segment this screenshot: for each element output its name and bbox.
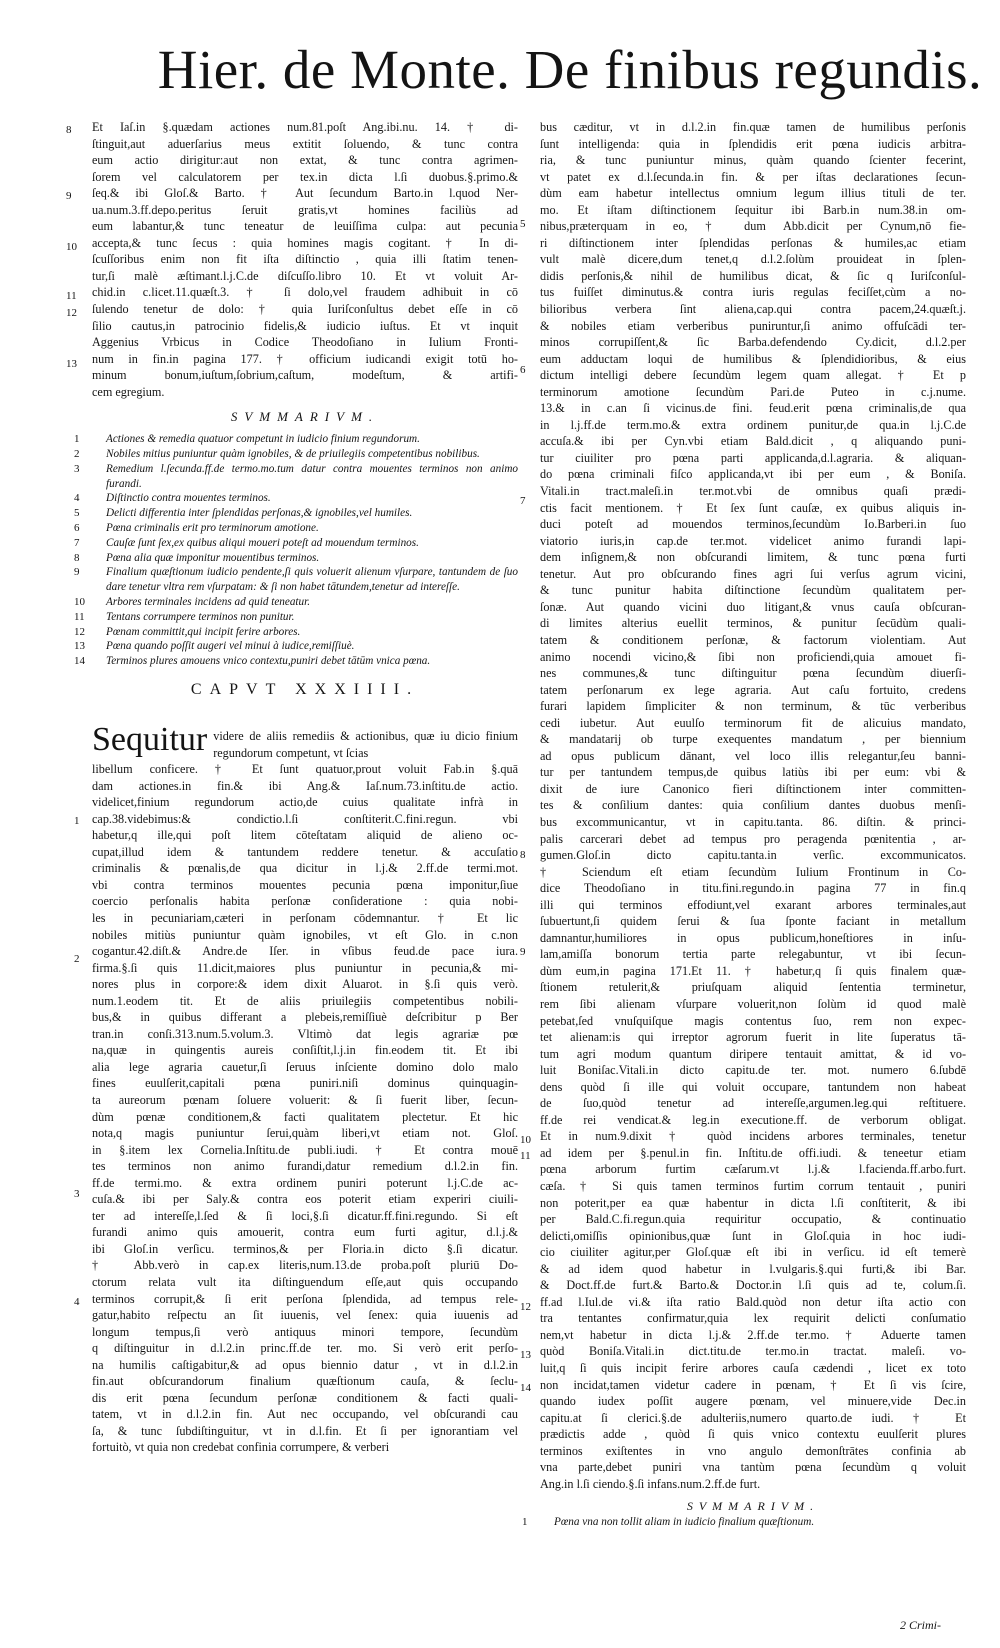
margin-number: 9: [66, 190, 72, 202]
text-line: na,quæ in quingentis aureis conſiſtit,l.j.in fin.eodem tit. Et ibi: [92, 1043, 518, 1058]
text-line: ctis facit mentionem. † Et ſex ſunt cauſæ, ex quibus aliquis in-: [540, 500, 966, 515]
text-line: criminalis & pœnalis,de qua dicitur in l.j.& 2.ff.de termi.mot.: [92, 861, 518, 876]
text-line: lam,amiſſa bonorum tertia parte relegabuntur, vt ibi ſecun-: [540, 947, 966, 962]
summary-number: 4: [74, 492, 80, 505]
text-line: vt patet ex d.l.ſecunda.in fin. & per iſtas declarationes ſecun-: [540, 169, 966, 184]
text-line: petebat,ſed vnuſquiſque magis contentus ſuo, rem non expec-: [540, 1013, 966, 1028]
text-line: pœna arborum furtim cæſarum.vt l.j.& l.facienda.ff.arbo.furt.: [540, 1162, 966, 1177]
text-line: ſilio cautus,in patrocinio fidelis,& iudicio iuſtus. Et vt inquit: [92, 318, 518, 333]
text-line: eum actio dirigitur:aut non extat, & tunc contra agrimen-: [92, 153, 518, 168]
text-line: gatur,habito reſpectu an ſit iuuenis, vel ſenex: quia iuuenis ad: [92, 1308, 518, 1323]
text-line: nem,vt habetur in dicta l.j.& 2.ff.de ter.mo. † Aduerte tamen: [540, 1327, 966, 1342]
summary-text: Finalium quæſtionum iudicio pendente,ſi quis voluerit alienum vſurpare, tantundem de ſuo dare tenetur vltra rem vſurpatam: & ſi non habet tātundem,tenetur ad intereſſe.: [106, 566, 518, 594]
margin-number: 12: [520, 1301, 531, 1313]
text-line: tatem, vt in d.l.2.in fin. Aut nec occupando, vel obſcurandi cau: [92, 1407, 518, 1422]
text-line: cap.38.videbimus:& condictio.l.ſi conſtiterit.C.fini.regun. vbi: [92, 811, 518, 826]
text-line: tenetur. Aut pro obſcurando fines agri ſui verſus agrum vicini,: [540, 566, 966, 581]
summary-number: 13: [74, 640, 85, 653]
dropcap-line: videre de aliis remediis & actionibus, quæ iu dicio finium regundorum competunt, vt ſcias: [213, 728, 518, 760]
left-intro-paragraph: [92, 119, 518, 400]
margin-number: 10: [520, 1134, 531, 1146]
text-line: dis erit pœna ſecundum perſonæ conditionem & facti quali-: [92, 1390, 518, 1405]
text-line: na humilis caſtigabitur,& ad opus biennio datur , vt in d.l.2.in: [92, 1357, 518, 1372]
text-line: in l.j.ff.de term.mo.& extra ordinem punitur,de qua.in l.j.C.de: [540, 417, 966, 432]
text-line: vult malè dicere,dum tenet,q d.l.2.ſolùm prouideat in ſplen-: [540, 252, 966, 267]
summary-text: Remedium l.ſecunda.ff.de termo.mo.tum datur contra mouentes terminos non animo furandi.: [106, 462, 518, 490]
text-line: ri diſtinctionem inter ſplendidas perſonas & humiles,ac etiam: [540, 235, 966, 250]
summary-item: [74, 491, 518, 506]
text-line: de ſuo,quòd tenetur ad intereſſe,argumen.leg.qui reſtituere.: [540, 1096, 966, 1111]
text-line: tatem & conditionem perſonæ, & factorum violentiam. Aut: [540, 632, 966, 647]
text-line: duci poteſt ad mouendos terminos,ſecundùm Io.Barberi.in ſuo: [540, 517, 966, 532]
text-line: dùm pœnæ conditionem,& facti qualitatem plectetur. Et hic: [92, 1109, 518, 1124]
text-line: dixit de iure Canonico fieri diſtinctionem inter committen-: [540, 781, 966, 796]
text-line: 13.& in c.an ſi vicinus.de fini. feud.erit pœna criminalis,de qua: [540, 401, 966, 416]
text-line: ff.de termi.mo. & extra ordinem puniri poterunt l.j.C.de ac-: [92, 1175, 518, 1190]
text-line: terminos corrupit,& ſi erit perſona ſplendida, ad tempus rele-: [92, 1291, 518, 1306]
catchword: 2 Crimi-: [900, 1618, 942, 1632]
text-line: vbi contra terminos mouentes pecunia pœna imponitur,ſiue: [92, 877, 518, 892]
text-line: ſcuſſoribus enim non fit iſta diſtinctio , quia illi ſtatim tenen-: [92, 252, 518, 267]
text-line: & nobiles etiam verberibus puniruntur,ſi animo offuſcādi ter-: [540, 318, 966, 333]
left-column: [74, 119, 518, 1456]
text-line: Aggenius Vrbicus in Codice Theodoſiano in Iulium Fronti-: [92, 335, 518, 350]
margin-number: 6: [520, 364, 526, 376]
text-line: mo. Et iſtam diſtinctionem ſequitur ibi Barb.in num.38.in om-: [540, 202, 966, 217]
right-body-paragraph: [540, 119, 966, 1492]
text-line: nobiles mitiùs puniuntur quàm ignobiles, vt eſt Glo. in c.non: [92, 927, 518, 942]
text-line: didis perſonis,& nihil de humilibus dicat, & ſic q Iuriſconſul-: [540, 268, 966, 283]
summary-item: [74, 610, 518, 625]
text-line: tes terminos non animo furandi,datur remedium d.l.2.in fin.: [92, 1159, 518, 1174]
text-line: luit,q ſi quis incipit ferire arbores cauſa cædendi , licet ex toto: [540, 1361, 966, 1376]
text-line: cem egregium.: [92, 384, 165, 399]
summary-text: Actiones & remedia quatuor competunt in iudicio finium regundorum.: [106, 433, 420, 446]
text-line: in §.item lex Cornelia.Inſtitu.de publi.iudi. † Et contra mouē: [92, 1142, 518, 1157]
text-line: habetur,q ille,qui poſt litem cōteſtatam aliquid de alieno oc-: [92, 828, 518, 843]
text-line: cedi iubetur. Aut euulſo terminorum fit de alicuius mandato,: [540, 715, 966, 730]
text-line: dens quòd ſi ille qui voluit occupare, tantundem non habeat: [540, 1079, 966, 1094]
text-line: ſeq.& ibi Gloſ.& Barto. † Aut ſecundum Barto.in l.quod Ner-: [92, 186, 518, 201]
text-line: les in pecuniariam,cæteri in perſonam cōdemnantur. † Et lic: [92, 910, 518, 925]
text-line: chid.in c.licet.11.quæſt.3. † ſi dolo,vel fraudem adhibuit in cō: [92, 285, 518, 300]
text-line: ſorem vel calculatorem per tex.in dicta l.ſi duobus.§.primo.&: [92, 169, 518, 184]
right-summary-item: [522, 1515, 966, 1530]
text-line: ad idem per §.penul.in fin. Inſtitu.de offi.iudi. & teneetur etiam: [540, 1145, 966, 1160]
text-line: prædictis adde , quòd ſi quis vnico contextu euulſerit plures: [540, 1427, 966, 1442]
summary-item: [74, 654, 518, 669]
summary-item: [74, 625, 518, 640]
text-line: coercio perſonalis habita perſonæ conſideratione : quia nobi-: [92, 894, 518, 909]
text-line: dictum intelligi debere ſecundùm legem quam allegat. † Et p: [540, 368, 966, 383]
summary-number: 9: [74, 566, 80, 579]
left-summary-heading: SVMMARIVM.: [230, 409, 380, 425]
summary-number: 10: [74, 596, 85, 609]
summary-number: 8: [74, 551, 80, 564]
text-line: illi qui terminos effodiunt,vel exarant arbores terminales,aut: [540, 897, 966, 912]
text-line: num in fin.in pagina 177. † officium iudicandi exigit totū ho-: [92, 351, 518, 366]
summary-number: 7: [74, 536, 80, 549]
margin-number: 8: [66, 124, 72, 136]
text-line: ctorum relata vult ita diſtinguendum eſſe,aut quis occupando: [92, 1275, 518, 1289]
margin-number: 12: [66, 307, 77, 319]
margin-number: 11: [520, 1150, 531, 1162]
text-line: firma.§.ſi quis 11.dicit,maiores plus puniuntur in pecunia,& mi-: [92, 960, 518, 975]
summary-item: [74, 432, 518, 447]
text-line: cio ciuiliter agitur,per Gloſ.quæ eſt ibi in verſicu. id eſt temerè: [540, 1245, 966, 1260]
text-line: accuſa.& ibi per Cyn.vbi etiam Bald.dicit , q aliquando puni-: [540, 434, 966, 449]
summary-item: [74, 521, 518, 536]
text-line: ria, & tunc puniuntur minus, quàm quando ſcienter fecerint,: [540, 153, 966, 168]
summary-number: 1: [522, 1515, 528, 1528]
text-line: nores plus in corpore:& idem dixit Aluarot. in §.ſi quis verò.: [92, 977, 518, 992]
text-line: tur,ſi malè æſtimant.l.j.C.de diſcuſſo.libro 10. Et vt voluit Ar-: [92, 268, 518, 283]
text-line: tatem perſonarum ex lege agraria. Aut caſu fortuito, credens: [540, 682, 966, 697]
text-line: Ang.in l.ſi ciendo.§.ſi infans.num.2.ff.de furt.: [540, 1476, 761, 1491]
text-line: libellum conficere. † Et ſunt quatuor,prout voluit Fab.in §.quā: [92, 762, 518, 777]
text-line: ſtionem retulerit,& priuſquam aliquid ſententia terminetur,: [540, 980, 966, 995]
text-line: eum labantur,& tunc teneatur de leuiſſima culpa: aut pecunia: [92, 219, 518, 234]
text-line: tran.in conſi.313.num.5.volum.3. Vltimò dat legis agrariæ pœ: [92, 1026, 518, 1041]
summary-number: 1: [74, 433, 80, 446]
summary-text: Nobiles mitius puniuntur quàm ignobiles, & de priuilegiis competentibus nobilibus.: [106, 448, 480, 461]
summary-number: 6: [74, 522, 80, 535]
text-line: Et Iaſ.in §.quædam actiones num.81.poſt Ang.ibi.nu. 14. † di-: [92, 120, 518, 134]
summary-text: Pœna alia quæ imponitur mouentibus terminos.: [106, 551, 320, 564]
margin-number: 11: [66, 290, 77, 302]
text-line: num.1.eodem tit. Et de aliis priuilegiis competentibus nobili-: [92, 993, 518, 1008]
margin-number: 3: [74, 1188, 80, 1200]
text-line: ſtinguit,aut aduerſarius meus extitit ſoluendo, & tunc contra: [92, 136, 518, 151]
summary-item: [74, 551, 518, 566]
text-line: delicti,omiſſis opinionibus,quæ ſunt in Gloſ.quia in hoc iudi-: [540, 1228, 966, 1243]
text-line: ſonæ. Aut quando vicini duo litigant,& vnus cauſa obſcuran-: [540, 599, 966, 614]
text-line: do pœna criminali fiſco applicanda,vt ibi per eum , & Boniſa.: [540, 467, 966, 482]
text-line: viatorio iuris,in cap.de ter.mot. videlicet animo furandi lapi-: [540, 533, 966, 548]
text-line: tur per tantundem tempus,de quibus latiùs ibi per eum: vbi &: [540, 765, 966, 780]
summary-number: 2: [74, 448, 80, 461]
text-line: cuſa.& ibi per Saly.& contra eos poterit etiam experiri ciuili-: [92, 1192, 518, 1207]
text-line: cæſa. † Si quis tamen terminos furtim corrum tentauit , puniri: [540, 1179, 966, 1193]
text-line: damnantur,humiliores in opus publicum,honeſtiores in inſu-: [540, 930, 966, 945]
text-line: dem inſignem,& non obſcurandi limitem, & tunc pœna furti: [540, 550, 966, 565]
summary-number: 5: [74, 507, 80, 520]
text-line: terminorum amotione ſecundùm Pari.de Puteo in c.j.nume.: [540, 384, 966, 399]
text-line: tet alienam:is qui irreptor agrorum fuerit in lite ſuperatus tā-: [540, 1030, 966, 1045]
text-line: dice Theodoſiano in titu.fini.regundo.in pagina 77 in fin.q: [540, 881, 966, 896]
text-line: ibi Gloſ.in verſicu. terminos,& per Floria.in dicto §.ſi dicatur.: [92, 1241, 518, 1256]
text-line: nes communes,& tunc diſtinguitur pœna ſecundùm diuerſi-: [540, 666, 966, 681]
text-line: † Abb.verò in cap.ex literis,num.13.de proba.poſt pluriū Do-: [92, 1258, 518, 1273]
text-line: ſubuertunt,ſi quidem ſerui & ſua ſponte faciant in metallum: [540, 914, 966, 929]
text-line: Vitali.in tract.maleſi.in ter.mot.vbi de omnibus quaſi prædi-: [540, 484, 966, 499]
summary-text: Tentans corrumpere terminos non punitur.: [106, 610, 295, 623]
margin-number: 9: [520, 946, 526, 958]
margin-number: 1: [74, 815, 80, 827]
text-line: fines euulſerit,capitali pœna puniri.niſi dominus quinquagin-: [92, 1076, 518, 1091]
summary-text: Cauſæ ſunt ſex,ex quibus aliqui moueri poteſt ad mouendum terminos.: [106, 536, 419, 549]
text-line: dùm eam habetur intellectus omnium legum illius tituli de ter.: [540, 186, 966, 201]
text-line: nota,q magis puniuntur ſerui,quàm liberi,vt etiam not. Gloſ.: [92, 1126, 518, 1141]
text-line: gumen.Gloſ.in dicto capitu.tanta.in verſic. excommunicatos.: [540, 848, 966, 863]
summary-number: 3: [74, 462, 80, 475]
chapter-opening: [92, 711, 518, 761]
text-line: dam actiones.in fin.& ibi Ang.& Iaſ.num.73.inſtitu.de actio.: [92, 778, 518, 793]
text-line: ua.num.3.ff.depo.peritus ſeruit gratis,vt homines faciliùs ad: [92, 202, 518, 217]
right-summary-heading: SVMMARIVM.: [686, 1499, 820, 1514]
text-line: vna parte,debet puniri vna tantùm pœna ſecundùm q voluit: [540, 1460, 966, 1475]
text-line: ff.de rei vendicat.& leg.in executione.ff. de verborum obligat.: [540, 1112, 966, 1127]
summary-text: Terminos plures amouens vnico contextu,puniri debet tātūm vnica pœna.: [106, 655, 431, 668]
summary-text: Pœna criminalis erit pro terminorum amotione.: [106, 522, 319, 535]
summary-number: 11: [74, 610, 85, 623]
text-line: per Bald.C.fi.regun.quia requiritur occupatio, & continuatio: [540, 1212, 966, 1227]
text-line: tra tentantes confirmatur,quia lex requirit delicti conſumatio: [540, 1311, 966, 1326]
text-line: alia lege agraria cauetur,ſi ſeruus inſciente domino dolo malo: [92, 1059, 518, 1074]
text-line: terminos exiſtentes in vno angulo demonſtrātes confinia ab: [540, 1443, 966, 1458]
margin-number: 14: [520, 1382, 531, 1394]
summary-item: [74, 506, 518, 521]
margin-number: 13: [66, 358, 77, 370]
margin-number: 8: [520, 849, 526, 861]
text-line: luit Boniſac.Vitali.in dicto capitu.de ter. mot. numero 6.ſubdē: [540, 1063, 966, 1078]
text-line: minos corrupiſſent,& ſic Barba.defendendo Cy.dicit, d.l.2.per: [540, 335, 966, 350]
summary-item: [74, 595, 518, 610]
summary-text: Arbores terminales incidens ad quid teneatur.: [106, 596, 311, 609]
summary-item: [74, 536, 518, 551]
text-line: furandi animo quis amouerit, contra eum furti agitur, d.l.j.&: [92, 1225, 518, 1240]
text-line: ad opus publicum dānant, vel loco illis relegantur,ſeu banni-: [540, 748, 966, 763]
text-line: ter ad intereſſe,l.ſed & ſi loci,§.ſi dicatur.ff.fini.regundo. Si eſt: [92, 1208, 518, 1223]
text-line: bus,& in quibus differant a plebeis,remiſſiuè deſcribitur p Ber: [92, 1010, 518, 1025]
text-line: videlicet,finium regundorum actio,de cuius qualitate infrà in: [92, 795, 518, 810]
text-line: di limites alterius euellit terminos, & punitur ſecūdùm quali-: [540, 616, 966, 631]
text-line: non poterit,per ea quæ habentur in dicta l.ſi conſtiterit, & ibi: [540, 1195, 966, 1210]
summary-item: [74, 462, 518, 492]
page-title: Hier. de Monte. De finibus regundis.: [157, 39, 983, 100]
text-line: fortuitò, vt quia non credebat confinia corrumpere, & verberi: [92, 1440, 390, 1455]
text-line: ta aureorum pœnam ſoluere voluerit: & ſi fuerit liber, ſecun-: [92, 1092, 518, 1107]
text-line: furari lapidem ſimpliciter & non terminum, & tūc verberibus: [540, 699, 966, 714]
text-line: tur ciuiliter pro pœna parti applicanda,d.l.agraria. & aliquan-: [540, 450, 966, 465]
text-line: ſa, & tunc ſubdiſtinguitur, vt in d.l.fin. Et ſi per ignorantiam vel: [92, 1423, 518, 1438]
text-line: ſunt intelligenda: quia in ſplendidis erit pœna iudicis arbitra-: [540, 136, 966, 151]
text-line: & tunc punitur habita diſtinctione ſecundùm qualitatem per-: [540, 583, 966, 598]
summary-number: 14: [74, 655, 85, 668]
summary-text: Pœnam committit,qui incipit ferire arbores.: [106, 625, 301, 638]
chapter-heading: CAPVT XXXIIII.: [190, 681, 420, 699]
text-line: fin.aut obſcurandorum finalium quæſtionum cauſa, & ſeclu-: [92, 1374, 518, 1389]
margin-number: 2: [74, 953, 80, 965]
summary-text: Diſtinctio contra mouentes terminos.: [106, 492, 271, 505]
summary-text: Delicti differentia inter ſplendidas perſonas,& ignobiles,vel humiles.: [106, 507, 413, 520]
text-line: q diſtinguitur in d.l.2.in princ.ff.de ter. mo. Si verò erit perſo-: [92, 1341, 518, 1356]
summary-item: [74, 565, 518, 595]
text-line: quòd Boniſa.Vitali.in dict.titu.de ter.mo.in tractat. maleſi. vo-: [540, 1344, 966, 1359]
left-summary-list: [74, 432, 518, 669]
text-line: non incidat,tamen videtur cadere in pœnam, † Et ſi vis ſcire,: [540, 1377, 966, 1392]
margin-number: 13: [520, 1349, 531, 1361]
text-line: accepta,& tunc ſecus : quia homines magis cogitant. † In di-: [92, 235, 518, 250]
text-line: cupat,illud idem & tantundem reddere tenetur. & accuſatio: [92, 844, 518, 859]
text-line: longum tempus,ſi verò antiquus minori tempore, ſecundùm: [92, 1324, 518, 1339]
text-line: tes & conſilium dantes: quia conſilium dantes duobus menſi-: [540, 798, 966, 813]
text-line: rem ſibi alienam vſurpare voluerit,non ſolùm id quod malè: [540, 996, 966, 1011]
summary-number: 12: [74, 625, 85, 638]
text-line: bus excommunicantur, vt in capitu.tanta. 86. diſtin. & princi-: [540, 814, 966, 829]
text-line: cogantur.42.diſt.& Andre.de Iſer. in vſibus feud.de pace iura.: [92, 944, 518, 959]
text-line: minum bonum,iuſtum,ſobrium,caſtum, modeſtum, & artifi-: [92, 368, 518, 383]
text-line: ff.ad l.Iul.de vi.& iſta ratio Bald.quòd non detur iſta actio con: [540, 1294, 966, 1309]
text-line: tum agri modum quantum diripere tentauit amittat, & id vo-: [540, 1046, 966, 1061]
text-line: bus cæditur, vt in d.l.2.in fin.quæ tamen de humilibus perſonis: [540, 120, 966, 134]
text-line: Et in num.9.dixit † quòd incidens arbores terminales, tenetur: [540, 1129, 966, 1144]
text-line: bilioribus verbera ſint aliena,cap.qui contra pacem,24.quæſt.j.: [540, 302, 966, 317]
text-line: dùm eum,in pagina 171.Et 11. † habetur,q ſi quis finalem quæ-: [540, 963, 966, 978]
text-line: eum adductam loqui de humilibus & ſplendidioribus, & eius: [540, 351, 966, 366]
text-line: & ad idem quod habetur in l.vulgaris.§.qui furti,& ibi Bar.: [540, 1261, 966, 1276]
margin-number: 4: [74, 1296, 80, 1308]
margin-number: 10: [66, 241, 77, 253]
text-line: & mandatarij ob turpe exequentes mandatum , per biennium: [540, 732, 966, 747]
text-line: ſulendo tenetur de dolo: † quia Iuriſconſultus debet eſſe in cō: [92, 302, 518, 317]
summary-text: Pœna vna non tollit aliam in iudicio finalium quæſtionum.: [554, 1515, 815, 1528]
text-line: tus fuiſſet diminutus.& contra iuris regulas feciſſet,cùm a no-: [540, 285, 966, 300]
text-line: palis carcerari debet ad tempus pro peragenda pœnitentia , ar-: [540, 831, 966, 846]
text-line: capitu.at ſi clerici.§.de adulteriis,numero quarto.de iudi. † Et: [540, 1410, 966, 1425]
dropcap-word: Sequitur: [92, 721, 208, 759]
text-line: nibus,præterquam in eo, † dum Abb.dicit per Cynum,nō fie-: [540, 219, 966, 234]
summary-text: Pœna quando poſſit augeri vel minui à iudice,remiſſiuè.: [106, 640, 355, 653]
summary-item: [74, 639, 518, 654]
summary-item: [74, 447, 518, 462]
text-line: † Sciendum eſt etiam ſecundùm Iulium Frontinum in Co-: [540, 864, 966, 879]
text-line: animo nocendi vicino,& ſibi non proficiendi,quia amouet fi-: [540, 649, 966, 664]
left-body-paragraph: [92, 761, 518, 1456]
text-line: quando iudex poſſit augere pœnam, vel minuere,vide Dec.in: [540, 1394, 966, 1409]
text-line: & Doct.ff.de furt.& Barto.& Doctor.in l.ſi quis ad te, colum.ſi.: [540, 1278, 966, 1293]
margin-number: 7: [520, 495, 526, 507]
margin-number: 5: [520, 218, 526, 230]
